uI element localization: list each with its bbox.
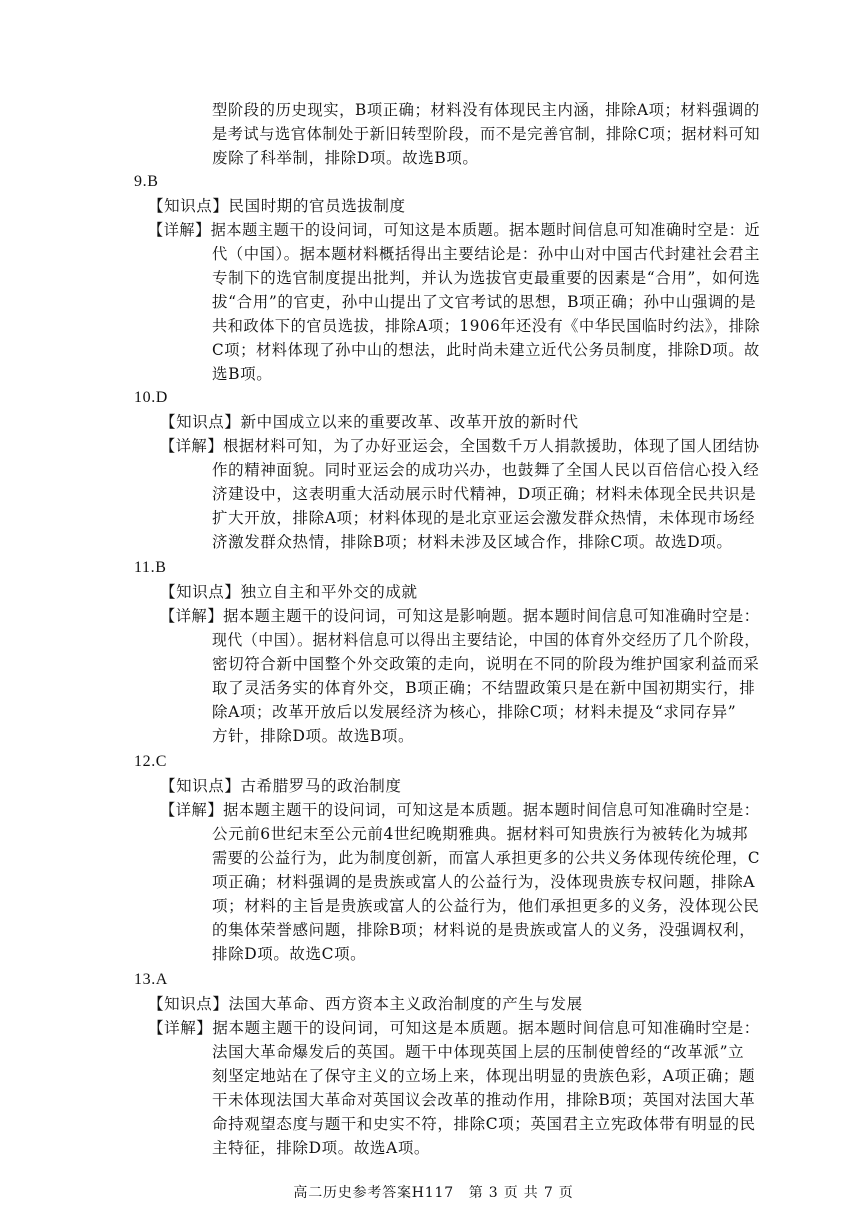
detail-line: 项正确；材料强调的是贵族或富人的公益行为，没体现贵族专权问题，排除A [212,873,756,891]
knowledge-point: 【知识点】古希腊罗马的政治制度 [160,777,402,795]
detail-line: 干未体现法国大革命对英国议会改革的推动作用，排除B项；英国对法国大革 [212,1091,756,1109]
page-footer: 高二历史参考答案H117 第 3 页 共 7 页 [293,1185,574,1201]
question-number: 13.A [134,971,168,988]
q8-detail-line: 是考试与选官体制处于新旧转型阶段，而不是完善官制，排除C项；据材料可知 [212,125,761,143]
detail-line: 取了灵活务实的体育外交，B项正确；不结盟政策只是在新中国初期实行，排 [212,679,756,697]
detail-line: 作的精神面貌。同时亚运会的成功兴办，也鼓舞了全国人民以百倍信心投入经 [212,461,760,479]
detail-line: 公元前6世纪末至公元前4世纪晚期雅典。据材料可知贵族行为被转化为城邦 [212,825,749,843]
detail-line: 共和政体下的官员选拔，排除A项；1906年还没有《中华民国临时约法》，排除 [212,317,761,335]
detail-first-line: 【详解】据本题主题干的设问词，可知这是影响题。据本题时间信息可知准确时空是： [160,607,760,625]
q8-detail-line: 废除了科举制，排除D项。故选B项。 [212,149,479,167]
detail-line: 现代（中国）。据材料信息可以得出主要结论，中国的体育外交经历了几个阶段， [212,631,760,649]
detail-line: 法国大革命爆发后的英国。题干中体现英国上层的压制使曾经的“改革派”立 [212,1043,745,1061]
detail-line: 项；材料的主旨是贵族或富人的公益行为，他们承担更多的义务，没体现公民 [212,897,760,915]
detail-line: 命持观望态度与题干和史实不符，排除C项；英国君主立宪政体带有明显的民 [212,1115,756,1133]
detail-line: 的集体荣誉感问题，排除B项；材料说的是贵族或富人的义务，没强调权利， [212,921,756,939]
q8-detail-line: 型阶段的历史现实，B项正确；材料没有体现民主内涵，排除A项；材料强调的 [212,101,760,119]
detail-first-line: 【详解】据本题主题干的设问词，可知这是本质题。据本题时间信息可知准确时空是： [160,801,760,819]
detail-line: 专制下的选官制度提出批判，并认为选拔官吏最重要的因素是“合用”，如何选 [212,269,761,287]
detail-first-line: 【详解】根据材料可知，为了办好亚运会，全国数千万人捐款援助，体现了国人团结协 [160,437,760,455]
question-number: 12.C [134,753,168,770]
detail-first-line: 【详解】据本题主题干的设问词，可知这是本质题。据本题时间信息可知准确时空是：近 [148,221,761,239]
knowledge-point: 【知识点】新中国成立以来的重要改革、改革开放的新时代 [160,413,579,431]
knowledge-point: 【知识点】民国时期的官员选拔制度 [148,197,406,215]
detail-line: C项；材料体现了孙中山的想法，此时尚未建立近代公务员制度，排除D项。故 [212,341,760,359]
detail-line: 代（中国）。据本题材料概括得出主要结论是：孙中山对中国古代封建社会君主 [212,245,760,263]
detail-line: 需要的公益行为，此为制度创新，而富人承担更多的公共义务体现传统伦理，C [212,849,761,867]
detail-line: 选B项。 [212,365,273,383]
detail-line: 济建设中，这表明重大活动展示时代精神，D项正确；材料未体现全民共识是 [212,485,757,503]
question-number: 9.B [134,173,159,190]
detail-line: 济激发群众热情，排除B项；材料未涉及区域合作，排除C项。故选D项。 [212,533,733,551]
detail-line: 扩大开放，排除A项；材料体现的是北京亚运会激发群众热情，未体现市场经 [212,509,756,527]
detail-first-line: 【详解】据本题主题干的设问词，可知这是本质题。据本题时间信息可知准确时空是： [148,1019,760,1037]
detail-line: 除A项；改革开放后以发展经济为核心，排除C项；材料未提及“求同存异” [212,703,737,721]
detail-line: 拔“合用”的官吏，孙中山提出了文官考试的思想，B项正确；孙中山强调的是 [212,293,757,311]
detail-line: 方针，排除D项。故选B项。 [212,727,415,745]
detail-line: 主特征，排除D项。故选A项。 [212,1139,431,1157]
detail-line: 密切符合新中国整个外交政策的走向，说明在不同的阶段为维护国家利益而采 [212,655,760,673]
question-number: 11.B [134,559,167,576]
knowledge-point: 【知识点】独立自主和平外交的成就 [160,583,418,601]
detail-line: 排除D项。故选C项。 [212,945,367,963]
detail-line: 刻坚定地站在了保守主义的立场上来，体现出明显的贵族色彩，A项正确；题 [212,1067,756,1085]
knowledge-point: 【知识点】法国大革命、西方资本主义政治制度的产生与发展 [148,995,583,1013]
question-number: 10.D [134,389,168,406]
